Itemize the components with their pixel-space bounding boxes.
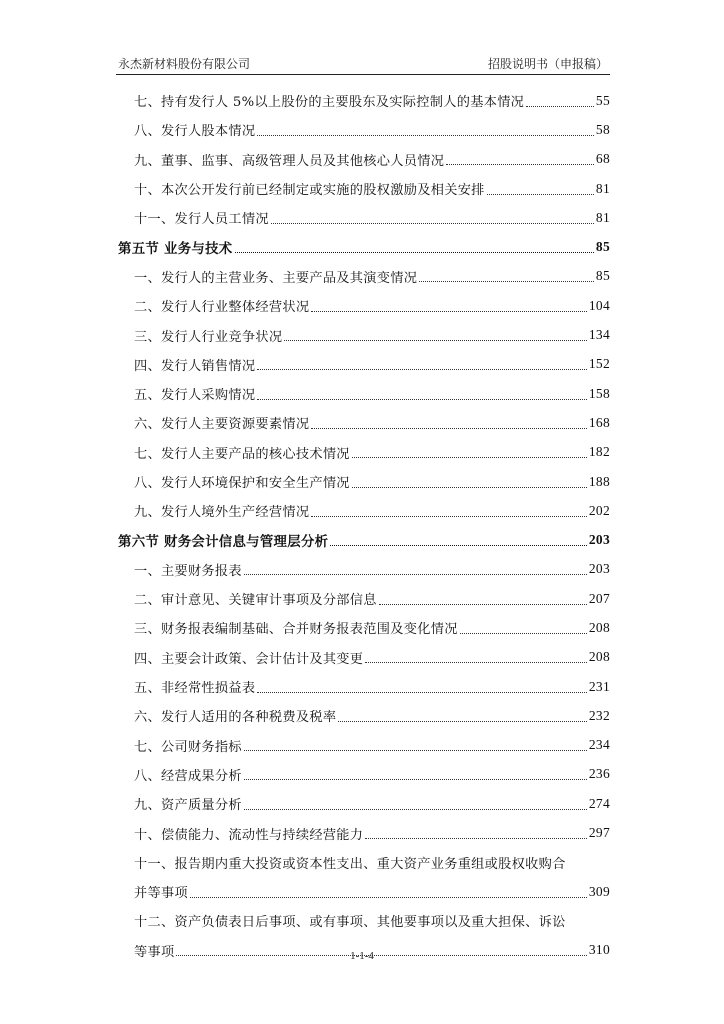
toc-entry-wrapped-line[interactable] [118,906,610,935]
toc-entry-page-number: 85 [595,239,610,255]
toc-entry[interactable] [118,408,610,437]
toc-entry-page-number: 202 [588,502,610,518]
toc-entry[interactable] [118,291,610,320]
toc-entry-title: 十一、发行人员工情况 [134,212,269,228]
toc-entry-title: 十、本次公开发行前已经制定或实施的股权激励及相关安排 [134,183,485,199]
toc-leader-dots [257,691,586,693]
toc-entry-page-number: 203 [588,561,610,577]
toc-entry-title: 第五节 业务与技术 [118,240,233,257]
toc-entry-title: 一、发行人的主营业务、主要产品及其演变情况 [134,270,418,286]
toc-entry-title: 六、发行人主要资源要素情况 [134,417,310,433]
toc-entry[interactable] [118,203,610,232]
toc-entry-title: 八、经营成果分析 [134,768,242,784]
toc-leader-dots [526,105,594,107]
toc-leader-dots [352,486,587,488]
toc-entry-title: 等事项 [134,944,175,960]
toc-entry-title: 三、发行人行业竞争状况 [134,329,283,345]
toc-entry[interactable] [118,174,610,203]
toc-entry[interactable] [118,262,610,291]
toc-entry-title: 九、发行人境外生产经营情况 [134,505,310,521]
toc-entry-page-number: 58 [595,121,610,137]
header-divider [116,74,610,75]
toc-leader-dots [244,778,587,780]
toc-entry-title: 二、发行人行业整体经营状况 [134,300,310,316]
toc-entry-title: 并等事项 [134,886,188,902]
toc-entry-page-number: 134 [588,327,610,343]
toc-leader-dots [460,632,587,634]
toc-entry[interactable] [118,438,610,467]
toc-entry[interactable] [118,877,610,906]
toc-entry-page-number: 188 [588,473,610,489]
toc-entry-page-number: 152 [588,356,610,372]
toc-entry[interactable] [118,496,610,525]
toc-entry[interactable] [118,379,610,408]
toc-entry-title: 第六节 财务会计信息与管理层分析 [118,533,329,550]
toc-entry-page-number: 232 [588,707,610,723]
toc-entry-page-number: 309 [588,883,610,899]
toc-leader-dots [446,163,594,165]
toc-entry[interactable] [118,613,610,642]
toc-entry-title: 七、持有发行人 5%以上股份的主要股东及实际控制人的基本情况 [134,95,525,111]
header-company-name: 永杰新材料股份有限公司 [118,57,251,71]
toc-entry-title: 五、非经常性损益表 [134,681,256,697]
toc-leader-dots [338,720,587,722]
toc-leader-dots [365,837,587,839]
toc-entry-page-number: 168 [588,414,610,430]
toc-entry[interactable] [118,672,610,701]
toc-entry[interactable] [118,701,610,730]
toc-entry-page-number: 297 [588,825,610,841]
toc-entry[interactable] [118,145,610,174]
toc-entry[interactable] [118,731,610,760]
toc-entry-page-number: 208 [588,619,610,635]
toc-entry-title: 十二、资产负债表日后事项、或有事项、其他要事项以及重大担保、诉讼 [134,915,566,931]
toc-entry-wrapped-line[interactable] [118,848,610,877]
toc-entry-page-number: 85 [595,268,610,284]
toc-leader-dots [419,280,594,282]
toc-leader-dots [311,515,587,517]
toc-entry-page-number: 274 [588,795,610,811]
toc-entry[interactable] [118,115,610,144]
toc-leader-dots [365,661,587,663]
toc-leader-dots [330,544,587,546]
toc-entry-title: 七、发行人主要产品的核心技术情况 [134,446,350,462]
toc-entry-page-number: 182 [588,444,610,460]
toc-entry-page-number: 81 [595,180,610,196]
toc-entry-page-number: 310 [588,942,610,958]
toc-entry-page-number: 208 [588,649,610,665]
toc-entry-title: 一、主要财务报表 [134,563,242,579]
header-document-type: 招股说明书（申报稿） [487,57,608,71]
toc-entry[interactable] [118,86,610,115]
toc-leader-dots [487,193,594,195]
toc-leader-dots [244,808,587,810]
toc-entry[interactable] [118,818,610,847]
toc-entry-page-number: 207 [588,590,610,606]
toc-entry-title: 六、发行人适用的各种税费及税率 [134,710,337,726]
toc-entry[interactable] [118,350,610,379]
toc-entry[interactable] [118,789,610,818]
toc-entry-title: 十一、报告期内重大投资或资本性支出、重大资产业务重组或股权收购合 [134,856,566,872]
toc-leader-dots [284,339,586,341]
toc-entry[interactable] [118,643,610,672]
toc-section-entry[interactable] [118,525,610,554]
toc-leader-dots [311,310,587,312]
toc-entry[interactable] [118,555,610,584]
toc-entry-title: 七、公司财务指标 [134,739,242,755]
toc-entry-title: 五、发行人采购情况 [134,388,256,404]
toc-leader-dots [352,456,587,458]
toc-entry-title: 四、主要会计政策、会计估计及其变更 [134,651,364,667]
toc-leader-dots [244,749,587,751]
toc-leader-dots [244,573,587,575]
toc-entry-page-number: 104 [588,297,610,313]
toc-entry-title: 九、资产质量分析 [134,798,242,814]
toc-section-entry[interactable] [118,232,610,261]
toc-entry[interactable] [118,467,610,496]
toc-entry[interactable] [118,320,610,349]
toc-leader-dots [257,368,586,370]
toc-entry-title: 十、偿债能力、流动性与持续经营能力 [134,827,364,843]
toc-entry-title: 八、发行人环境保护和安全生产情况 [134,476,350,491]
toc-leader-dots [190,896,587,898]
toc-entry-page-number: 236 [588,766,610,782]
toc-entry-page-number: 158 [588,385,610,401]
toc-entry-title: 三、财务报表编制基础、合并财务报表范围及变化情况 [134,622,458,638]
toc-entry-page-number: 234 [588,737,610,753]
toc-entry[interactable] [118,760,610,789]
toc-leader-dots [235,251,594,253]
toc-entry-title: 九、董事、监事、高级管理人员及其他核心人员情况 [134,153,445,169]
toc-leader-dots [379,603,587,605]
toc-entry-page-number: 231 [588,678,610,694]
toc-entry-page-number: 81 [595,209,610,225]
toc-leader-dots [311,427,587,429]
toc-entry[interactable] [118,584,610,613]
toc-entry-title: 二、审计意见、关键审计事项及分部信息 [134,593,377,609]
page-header [118,52,608,72]
toc-entry-page-number: 68 [595,151,610,167]
toc-entry-page-number: 203 [588,532,610,548]
toc-leader-dots [257,398,586,400]
toc-leader-dots [257,134,594,136]
page-number: 1-1-4 [350,950,374,962]
toc-entry-title: 八、发行人股本情况 [134,124,256,140]
table-of-contents [118,86,610,965]
toc-entry-title: 四、发行人销售情况 [134,358,256,374]
toc-leader-dots [271,222,594,224]
toc-entry-page-number: 55 [595,92,610,108]
